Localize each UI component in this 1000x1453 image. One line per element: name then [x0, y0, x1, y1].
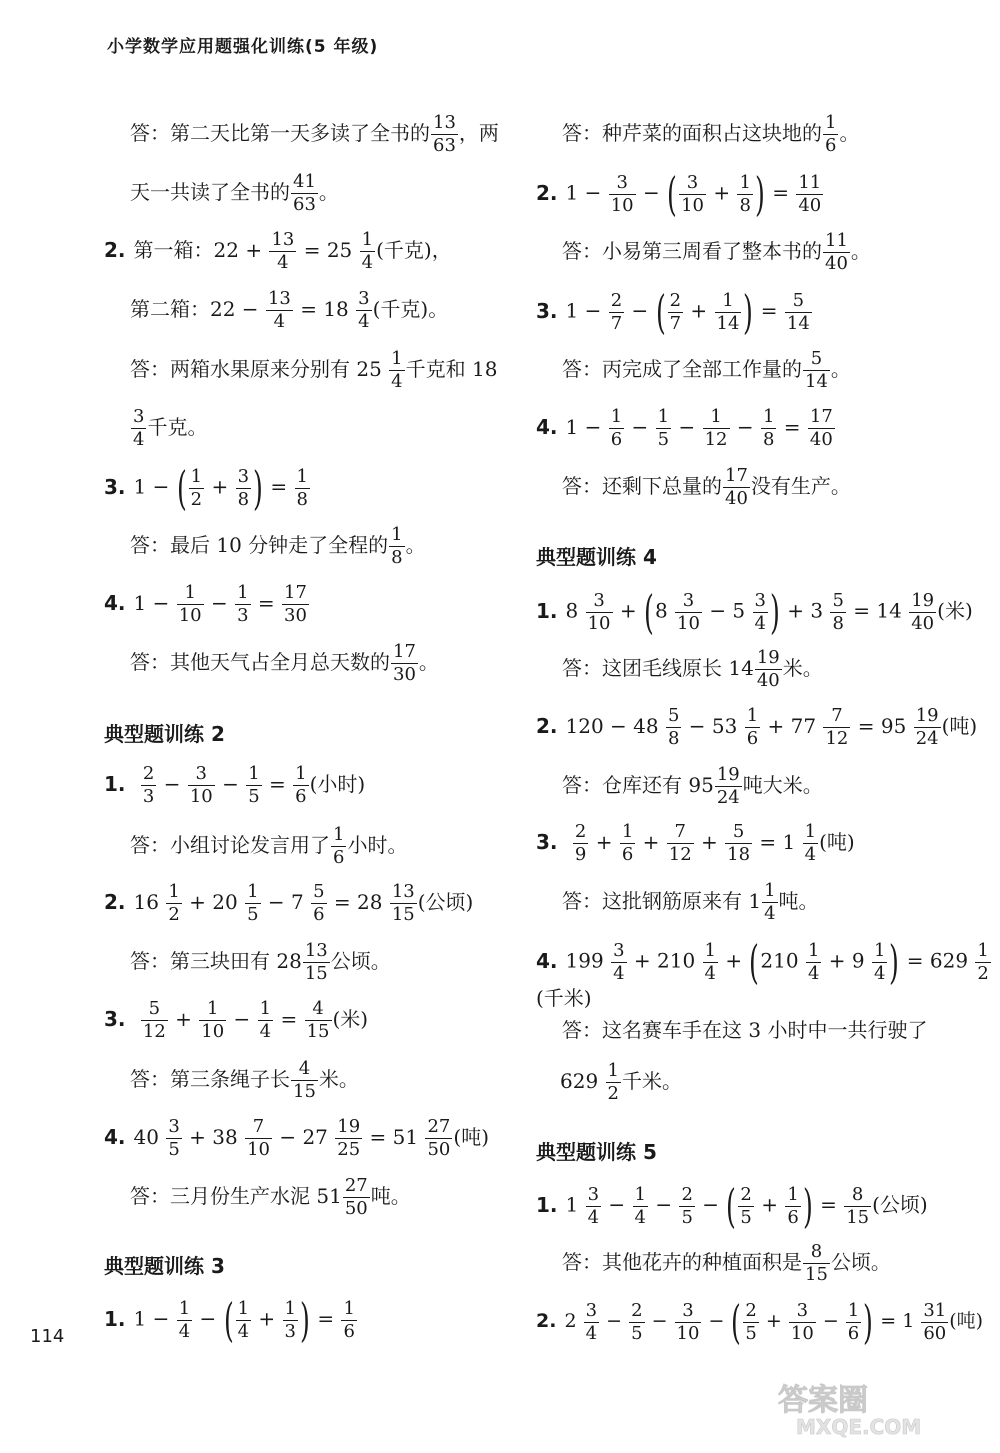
- fraction: $\frac{13}{63}$: [433, 112, 456, 156]
- fraction: $\frac{1}{6}$: [343, 1297, 355, 1342]
- fraction: $\frac{11}{40}$: [825, 230, 848, 274]
- fraction: $\frac{5}{14}$: [805, 348, 828, 392]
- fraction: $\frac{3}{10}$: [610, 171, 634, 216]
- watermark-logo-text: 答案圈: [778, 1383, 868, 1418]
- problem-2-line-1: 2. 第一箱：22 + $\frac{13}{4}$ = 25 $\frac{1}{4}$ (千克)，: [104, 229, 452, 273]
- s5-q1: 1. 1 $\frac{3}{4}$ − $\frac{1}{4}$ − $\frac{2}{5}$ − ( $\frac{2}{5}$ + $\frac{1}{6}$ ) = $\frac{8}{15}$ (公顷): [536, 1179, 928, 1233]
- s2-q3: 3. $\frac{5}{12}$ + $\frac{1}{10}$ − $\frac{1}{4}$ = $\frac{4}{15}$ (米): [104, 998, 369, 1042]
- parenthesis: ): [754, 167, 765, 221]
- fraction: $\frac{5}{8}$: [667, 705, 680, 749]
- fraction: $\frac{3}{4}$: [133, 406, 145, 450]
- parenthesis: (: [223, 1293, 234, 1347]
- fraction: $\frac{1}{4}$: [259, 998, 272, 1042]
- fraction: $\frac{19}{24}$: [915, 705, 939, 749]
- s2-q3-answer: 答：第三条绳子长 $\frac{4}{15}$ 米。: [130, 1058, 359, 1102]
- s3-q3-answer: 答：丙完成了全部工作量的 $\frac{5}{14}$ 。: [562, 348, 851, 392]
- fraction: $\frac{2}{5}$: [740, 1183, 752, 1228]
- fraction: $\frac{1}{3}$: [237, 582, 249, 626]
- fraction: $\frac{27}{50}$: [344, 1175, 368, 1219]
- fraction: $\frac{4}{15}$: [293, 1058, 316, 1102]
- fraction: $\frac{3}{4}$: [358, 288, 370, 332]
- problem-2-line-2: 第二箱：22 − $\frac{13}{4}$ = 18 $\frac{3}{4}$ (千克)。: [130, 288, 449, 332]
- s3-q1-answer: 答：种芹菜的面积占这块地的 $\frac{1}{6}$ 。: [562, 112, 860, 156]
- fraction: $\frac{1}{4}$: [807, 939, 820, 984]
- fraction: $\frac{8}{15}$: [805, 1241, 828, 1285]
- s4-q1: 1. 8 $\frac{3}{10}$ + (8 $\frac{3}{10}$ − 5 $\frac{3}{4}$ ) + 3 $\frac{5}{8}$ = 14 $\frac{19}{40}$ (米): [536, 585, 973, 639]
- parenthesis: (: [644, 585, 654, 639]
- parenthesis: ): [802, 1179, 813, 1233]
- fraction: $\frac{3}{10}$: [677, 589, 700, 634]
- fraction: $\frac{5}{6}$: [313, 881, 325, 925]
- parenthesis: (: [176, 461, 187, 515]
- fraction: $\frac{1}{4}$: [178, 1297, 191, 1342]
- fraction: $\frac{1}{4}$: [361, 229, 374, 273]
- s4-q3-answer: 答：这批钢筋原来有 1 $\frac{1}{4}$ 吨。: [562, 880, 819, 924]
- s3-q4-answer: 答：还剩下总量的 $\frac{17}{40}$ 没有生产。: [562, 465, 851, 509]
- parenthesis: ): [863, 1295, 874, 1349]
- parenthesis: ): [300, 1293, 310, 1347]
- s3-q4: 4. 1 − $\frac{1}{6}$ − $\frac{1}{5}$ − $\frac{1}{12}$ − $\frac{1}{8}$ = $\frac{17}{40}$: [536, 406, 833, 450]
- fraction: $\frac{13}{4}$: [267, 288, 291, 332]
- fraction: $\frac{3}{4}$: [587, 1183, 600, 1228]
- fraction: $\frac{1}{8}$: [739, 171, 751, 216]
- fraction: $\frac{1}{2}$: [190, 465, 203, 510]
- fraction: $\frac{1}{14}$: [716, 289, 740, 334]
- s4-q4-answer-cont: 629 $\frac{1}{2}$ 千米。: [560, 1060, 682, 1104]
- fraction: $\frac{8}{15}$: [846, 1183, 870, 1228]
- fraction: $\frac{5}{18}$: [727, 821, 751, 865]
- fraction: $\frac{1}{4}$: [634, 1183, 646, 1228]
- fraction: $\frac{13}{15}$: [391, 881, 415, 925]
- fraction: $\frac{17}{40}$: [725, 465, 748, 509]
- fraction: $\frac{4}{15}$: [306, 998, 330, 1042]
- section-title: 典型题训练 3: [104, 1254, 225, 1278]
- fraction: $\frac{1}{4}$: [804, 821, 817, 865]
- fraction: $\frac{1}{8}$: [391, 524, 403, 568]
- fraction: $\frac{27}{50}$: [427, 1116, 451, 1160]
- s2-q4: 4. 40 $\frac{3}{5}$ + 38 $\frac{7}{10}$ − 27 $\frac{19}{25}$ = 51 $\frac{27}{50}$ (吨): [104, 1116, 489, 1160]
- fraction: $\frac{5}{14}$: [786, 289, 810, 334]
- fraction: $\frac{1}{2}$: [168, 881, 180, 925]
- fraction: $\frac{1}{8}$: [762, 406, 775, 450]
- fraction: $\frac{1}{2}$: [977, 939, 989, 984]
- fraction: $\frac{1}{4}$: [764, 880, 776, 924]
- answer-line: 答：第二天比第一天多读了全书的 $\frac{13}{63}$ ，两: [130, 112, 499, 156]
- section-title: 典型题训练 2: [104, 722, 225, 746]
- fraction: $\frac{3}{10}$: [676, 1299, 700, 1344]
- parenthesis: (: [726, 1179, 737, 1233]
- fraction: $\frac{1}{8}$: [296, 465, 308, 510]
- parenthesis: ): [253, 461, 263, 515]
- fraction: $\frac{1}{4}$: [391, 348, 403, 392]
- s3-q1: 1. 1 − $\frac{1}{4}$ − ( $\frac{1}{4}$ + $\frac{1}{3}$ ) = $\frac{1}{6}$: [104, 1293, 355, 1347]
- fraction: $\frac{17}{40}$: [809, 406, 833, 450]
- fraction: $\frac{1}{6}$: [295, 763, 307, 807]
- s4-q2-answer: 答：仓库还有 95 $\frac{19}{24}$ 吨大米。: [562, 764, 823, 808]
- s5-q1-answer: 答：其他花卉的种植面积是 $\frac{8}{15}$ 公顷。: [562, 1241, 891, 1285]
- fraction: $\frac{1}{6}$: [333, 824, 345, 868]
- parenthesis: (: [667, 167, 678, 221]
- fraction: $\frac{3}{4}$: [613, 939, 625, 984]
- book-header: 小学数学应用题强化训练(5 年级): [107, 37, 379, 57]
- s2-q1-answer: 答：小组讨论发言用了 $\frac{1}{6}$ 小时。: [130, 824, 408, 868]
- fraction: $\frac{1}{4}$: [237, 1297, 250, 1342]
- fraction: $\frac{3}{8}$: [237, 465, 250, 510]
- fraction: $\frac{7}{12}$: [825, 705, 849, 749]
- fraction: $\frac{1}{4}$: [873, 939, 886, 984]
- section-title: 典型题训练 4: [536, 545, 657, 569]
- s5-q2: 2. 2 $\frac{3}{4}$ − $\frac{2}{5}$ − $\frac{3}{10}$ − ( $\frac{2}{5}$ + $\frac{3}{10}$ − $\frac{1}{6}$ ) = 1 $\frac{31}{60}$ (吨): [536, 1295, 984, 1349]
- s3-q3: 3. 1 − $\frac{2}{7}$ − ( $\frac{2}{7}$ + $\frac{1}{14}$ ) = $\frac{5}{14}$: [536, 285, 810, 339]
- fraction: $\frac{3}{10}$: [587, 589, 611, 634]
- fraction: $\frac{1}{3}$: [284, 1297, 296, 1342]
- fraction: $\frac{31}{60}$: [923, 1299, 947, 1344]
- fraction: $\frac{1}{5}$: [657, 406, 670, 450]
- s3-q2: 2. 1 − $\frac{3}{10}$ − ( $\frac{3}{10}$ + $\frac{1}{8}$ ) = $\frac{11}{40}$: [536, 167, 822, 221]
- section-title: 典型题训练 5: [536, 1140, 657, 1164]
- s4-q4-unit: (千米): [536, 986, 592, 1010]
- s2-q4-answer: 答：三月份生产水泥 51 $\frac{27}{50}$ 吨。: [130, 1175, 411, 1219]
- s2-q2: 2. 16 $\frac{1}{2}$ + 20 $\frac{1}{5}$ − 7 $\frac{5}{6}$ = 28 $\frac{13}{15}$ (公顷): [104, 881, 474, 925]
- fraction: $\frac{1}{5}$: [247, 881, 259, 925]
- fraction: $\frac{2}{9}$: [574, 821, 587, 865]
- fraction: $\frac{19}{25}$: [337, 1116, 361, 1160]
- fraction: $\frac{3}{10}$: [790, 1299, 814, 1344]
- problem-3-answer: 答：最后 10 分钟走了全程的 $\frac{1}{8}$ 。: [130, 524, 426, 568]
- parenthesis: ): [889, 935, 900, 989]
- fraction: $\frac{2}{7}$: [610, 289, 623, 334]
- fraction: $\frac{2}{5}$: [681, 1183, 693, 1228]
- fraction: $\frac{41}{63}$: [293, 171, 316, 215]
- page-number: 114: [30, 1326, 65, 1347]
- fraction: $\frac{19}{40}$: [756, 647, 780, 691]
- fraction: $\frac{17}{30}$: [393, 641, 416, 685]
- s3-q2-answer: 答：小易第三周看了整本书的 $\frac{11}{40}$ 。: [562, 230, 871, 274]
- fraction: $\frac{1}{6}$: [621, 821, 634, 865]
- fraction: $\frac{1}{6}$: [825, 112, 837, 156]
- problem-4-answer: 答：其他天气占全月总天数的 $\frac{17}{30}$ 。: [130, 641, 439, 685]
- parenthesis: ): [743, 285, 754, 339]
- fraction: $\frac{5}{12}$: [142, 998, 166, 1042]
- parenthesis: (: [731, 1295, 742, 1349]
- problem-3: 3. 1 − ( $\frac{1}{2}$ + $\frac{3}{8}$ ) = $\frac{1}{8}$: [104, 461, 308, 515]
- fraction: $\frac{1}{5}$: [248, 763, 260, 807]
- fraction: $\frac{19}{24}$: [716, 764, 740, 808]
- fraction: $\frac{2}{5}$: [745, 1299, 757, 1344]
- fraction: $\frac{1}{10}$: [201, 998, 225, 1042]
- s4-q3: 3. $\frac{2}{9}$ + $\frac{1}{6}$ + $\frac{7}{12}$ + $\frac{5}{18}$ = 1 $\frac{1}{4}$ (吨): [536, 821, 855, 865]
- fraction: $\frac{2}{5}$: [631, 1299, 643, 1344]
- s4-q4-answer: 答：这名赛车手在这 3 小时中一共行驶了: [562, 1018, 928, 1042]
- fraction: $\frac{5}{8}$: [832, 589, 844, 634]
- s2-q2-answer: 答：第三块田有 28 $\frac{13}{15}$ 公顷。: [130, 940, 391, 984]
- fraction: $\frac{3}{5}$: [168, 1116, 180, 1160]
- fraction: $\frac{3}{10}$: [681, 171, 704, 216]
- fraction: $\frac{13}{15}$: [304, 940, 328, 984]
- fraction: $\frac{1}{12}$: [704, 406, 728, 450]
- parenthesis: ): [770, 585, 780, 639]
- problem-2-answer-cont: $\frac{3}{4}$ 千克。: [133, 406, 208, 450]
- fraction: $\frac{2}{7}$: [669, 289, 682, 334]
- parenthesis: (: [749, 935, 760, 989]
- fraction: $\frac{13}{4}$: [271, 229, 295, 273]
- fraction: $\frac{1}{10}$: [178, 582, 202, 626]
- fraction: $\frac{1}{2}$: [607, 1060, 619, 1104]
- problem-2-answer: 答：两箱水果原来分别有 25 $\frac{1}{4}$ 千克和 18: [130, 348, 498, 392]
- parenthesis: (: [655, 285, 666, 339]
- fraction: $\frac{1}{6}$: [746, 705, 759, 749]
- fraction: $\frac{3}{10}$: [189, 763, 213, 807]
- fraction: $\frac{1}{6}$: [847, 1299, 860, 1344]
- fraction: $\frac{7}{12}$: [668, 821, 692, 865]
- s4-q1-answer: 答：这团毛线原长 14 $\frac{19}{40}$ 米。: [562, 647, 823, 691]
- fraction: $\frac{1}{4}$: [704, 939, 716, 984]
- fraction: $\frac{7}{10}$: [247, 1116, 270, 1160]
- fraction: $\frac{2}{3}$: [142, 763, 155, 807]
- s4-q2: 2. 120 − 48 $\frac{5}{8}$ − 53 $\frac{1}{6}$ + 77 $\frac{7}{12}$ = 95 $\frac{19}{24}$ (吨): [536, 705, 978, 749]
- watermark-logo-url: MXQE.COM: [796, 1415, 922, 1438]
- answer-line: 天一共读了全书的 $\frac{41}{63}$ 。: [130, 171, 339, 215]
- fraction: $\frac{11}{40}$: [798, 171, 822, 216]
- watermark-logo: [772, 1378, 982, 1438]
- fraction: $\frac{19}{40}$: [911, 589, 935, 634]
- fraction: $\frac{17}{30}$: [284, 582, 307, 626]
- fraction: $\frac{1}{6}$: [787, 1183, 799, 1228]
- fraction: $\frac{1}{6}$: [610, 406, 623, 450]
- s2-q1: 1. $\frac{2}{3}$ − $\frac{3}{10}$ − $\frac{1}{5}$ = $\frac{1}{6}$ (小时): [104, 763, 366, 807]
- fraction: $\frac{3}{4}$: [585, 1299, 598, 1344]
- problem-4: 4. 1 − $\frac{1}{10}$ − $\frac{1}{3}$ = $\frac{17}{30}$: [104, 582, 307, 626]
- fraction: $\frac{3}{4}$: [754, 589, 766, 634]
- s4-q4: 4. 199 $\frac{3}{4}$ + 210 $\frac{1}{4}$ + (210 $\frac{1}{4}$ + 9 $\frac{1}{4}$ ) = 629 $\frac{1}{2}$: [536, 935, 989, 989]
